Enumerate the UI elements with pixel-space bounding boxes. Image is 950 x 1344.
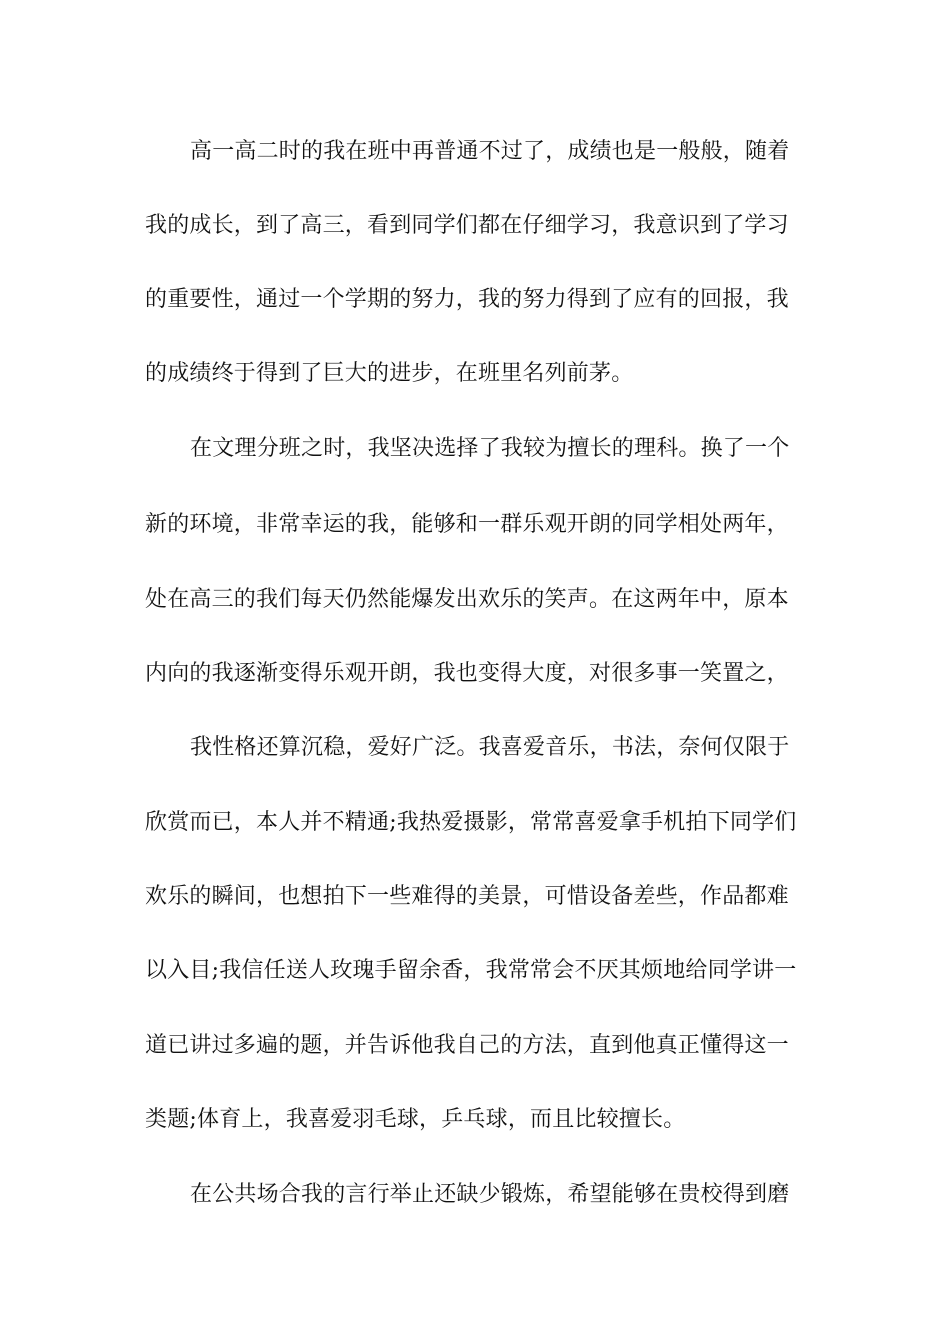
paragraph-1-line-4: 的成绩终于得到了巨大的进步，在班里名列前茅。: [145, 361, 634, 386]
paragraph-2-line-1: 在文理分班之时，我坚决选择了我较为擅长的理科。换了一个: [190, 436, 790, 461]
paragraph-1-line-1: 高一高二时的我在班中再普通不过了，成绩也是一般般，随着: [190, 139, 790, 164]
paragraph-3-line-3: 欢乐的瞬间，也想拍下一些难得的美景，可惜设备差些，作品都难: [145, 884, 789, 909]
paragraph-4-line-1: 在公共场合我的言行举止还缺少锻炼，希望能够在贵校得到磨: [190, 1182, 790, 1207]
paragraph-3-line-1: 我性格还算沉稳，爱好广泛。我喜爱音乐，书法，奈何仅限于: [190, 735, 790, 760]
paragraph-1-line-3: 的重要性，通过一个学期的努力，我的努力得到了应有的回报，我: [145, 287, 789, 312]
paragraph-3-line-5: 道已讲过多遍的题，并告诉他我自己的方法，直到他真正懂得这一: [145, 1033, 789, 1058]
paragraph-2-line-2: 新的环境，非常幸运的我，能够和一群乐观开朗的同学相处两年，: [145, 512, 789, 537]
paragraph-1-line-2: 我的成长，到了高三，看到同学们都在仔细学习，我意识到了学习: [145, 213, 789, 238]
paragraph-3-line-4: 以入目;我信任送人玫瑰手留余香，我常常会不厌其烦地给同学讲一: [145, 958, 797, 983]
paragraph-3-line-6: 类题;体育上，我喜爱羽毛球，乒乓球，而且比较擅长。: [145, 1107, 686, 1132]
paragraph-2-line-3: 处在高三的我们每天仍然能爆发出欢乐的笑声。在这两年中，原本: [145, 587, 789, 612]
paragraph-2-line-4: 内向的我逐渐变得乐观开朗，我也变得大度，对很多事一笑置之，: [145, 661, 789, 686]
paragraph-3-line-2: 欣赏而已，本人并不精通;我热爱摄影，常常喜爱拿手机拍下同学们: [145, 810, 797, 835]
